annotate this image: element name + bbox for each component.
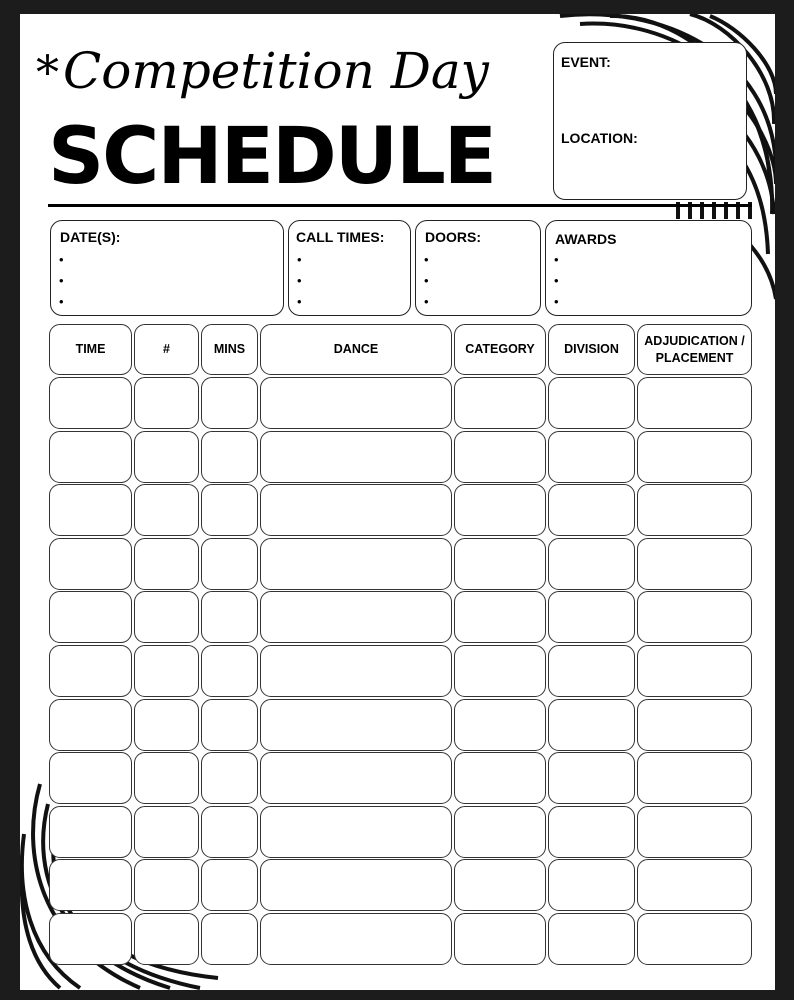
table-cell-number[interactable] [134,591,199,643]
table-cell-adjudication-placement[interactable] [637,913,752,965]
table-cell-adjudication-placement[interactable] [637,538,752,590]
table-cell-dance[interactable] [260,859,452,911]
table-cell-category[interactable] [454,913,546,965]
table-cell-mins[interactable] [201,806,258,858]
bullet: • [297,252,302,267]
bullet: • [554,273,559,288]
table-cell-adjudication-placement[interactable] [637,431,752,483]
table-cell-category[interactable] [454,591,546,643]
table-cell-category[interactable] [454,484,546,536]
table-cell-category[interactable] [454,859,546,911]
table-cell-category[interactable] [454,752,546,804]
table-cell-category[interactable] [454,699,546,751]
table-cell-mins[interactable] [201,431,258,483]
table-cell-dance[interactable] [260,645,452,697]
table-cell-time[interactable] [49,806,132,858]
event-label: EVENT: [561,54,611,70]
bullet: • [424,273,429,288]
table-cell-division[interactable] [548,859,635,911]
table-cell-time[interactable] [49,377,132,429]
table-cell-division[interactable] [548,377,635,429]
bullet: • [424,252,429,267]
call-times-label: CALL TIMES: [296,229,385,245]
table-cell-number[interactable] [134,431,199,483]
table-cell-time[interactable] [49,913,132,965]
column-header-mins: MINS [201,324,258,375]
table-cell-adjudication-placement[interactable] [637,699,752,751]
table-cell-adjudication-placement[interactable] [637,591,752,643]
awards-label: AWARDS [555,231,617,247]
table-cell-category[interactable] [454,377,546,429]
table-cell-time[interactable] [49,484,132,536]
table-cell-time[interactable] [49,752,132,804]
table-cell-division[interactable] [548,913,635,965]
table-cell-dance[interactable] [260,752,452,804]
table-cell-time[interactable] [49,538,132,590]
bullet: • [59,294,64,309]
table-cell-category[interactable] [454,645,546,697]
table-cell-dance[interactable] [260,699,452,751]
table-cell-category[interactable] [454,431,546,483]
doors-label: DOORS: [425,229,481,245]
table-cell-adjudication-placement[interactable] [637,645,752,697]
table-cell-division[interactable] [548,806,635,858]
table-cell-time[interactable] [49,645,132,697]
table-cell-division[interactable] [548,591,635,643]
table-cell-adjudication-placement[interactable] [637,859,752,911]
table-cell-number[interactable] [134,645,199,697]
table-cell-category[interactable] [454,538,546,590]
table-cell-category[interactable] [454,806,546,858]
table-cell-number[interactable] [134,377,199,429]
schedule-table [20,14,775,990]
bullet: • [554,252,559,267]
table-cell-mins[interactable] [201,859,258,911]
title-script-text: Competition Day [63,42,489,100]
table-cell-mins[interactable] [201,484,258,536]
table-cell-division[interactable] [548,431,635,483]
bullet: • [424,294,429,309]
table-cell-mins[interactable] [201,645,258,697]
table-cell-division[interactable] [548,699,635,751]
table-cell-number[interactable] [134,806,199,858]
table-cell-mins[interactable] [201,913,258,965]
column-header-dance: DANCE [260,324,452,375]
table-cell-adjudication-placement[interactable] [637,806,752,858]
schedule-page [20,14,775,990]
table-cell-number[interactable] [134,538,199,590]
table-cell-division[interactable] [548,645,635,697]
table-cell-mins[interactable] [201,752,258,804]
table-cell-adjudication-placement[interactable] [637,752,752,804]
table-cell-mins[interactable] [201,591,258,643]
column-header-adjudication-placement: ADJUDICATION / PLACEMENT [637,324,752,375]
bullet: • [59,273,64,288]
table-cell-mins[interactable] [201,538,258,590]
table-cell-number[interactable] [134,913,199,965]
table-cell-dance[interactable] [260,591,452,643]
table-cell-number[interactable] [134,752,199,804]
table-cell-time[interactable] [49,591,132,643]
bullet: • [297,294,302,309]
dates-label: DATE(S): [60,229,121,245]
table-cell-time[interactable] [49,859,132,911]
column-header-number: # [134,324,199,375]
table-cell-dance[interactable] [260,538,452,590]
column-header-category: CATEGORY [454,324,546,375]
table-cell-dance[interactable] [260,913,452,965]
page-title: SCHEDULE [48,112,496,202]
table-cell-mins[interactable] [201,377,258,429]
table-cell-time[interactable] [49,699,132,751]
table-cell-division[interactable] [548,484,635,536]
table-cell-dance[interactable] [260,431,452,483]
column-header-time: TIME [49,324,132,375]
table-cell-dance[interactable] [260,377,452,429]
table-cell-number[interactable] [134,699,199,751]
location-label: LOCATION: [561,130,638,146]
bullet: • [554,294,559,309]
table-cell-division[interactable] [548,752,635,804]
table-cell-adjudication-placement[interactable] [637,484,752,536]
bullet: • [297,273,302,288]
table-cell-number[interactable] [134,484,199,536]
table-cell-dance[interactable] [260,806,452,858]
table-cell-time[interactable] [49,431,132,483]
table-cell-number[interactable] [134,859,199,911]
column-header-division: DIVISION [548,324,635,375]
table-cell-mins[interactable] [201,699,258,751]
table-cell-dance[interactable] [260,484,452,536]
title-star: * [36,45,59,99]
table-cell-division[interactable] [548,538,635,590]
bullet: • [59,252,64,267]
table-cell-adjudication-placement[interactable] [637,377,752,429]
